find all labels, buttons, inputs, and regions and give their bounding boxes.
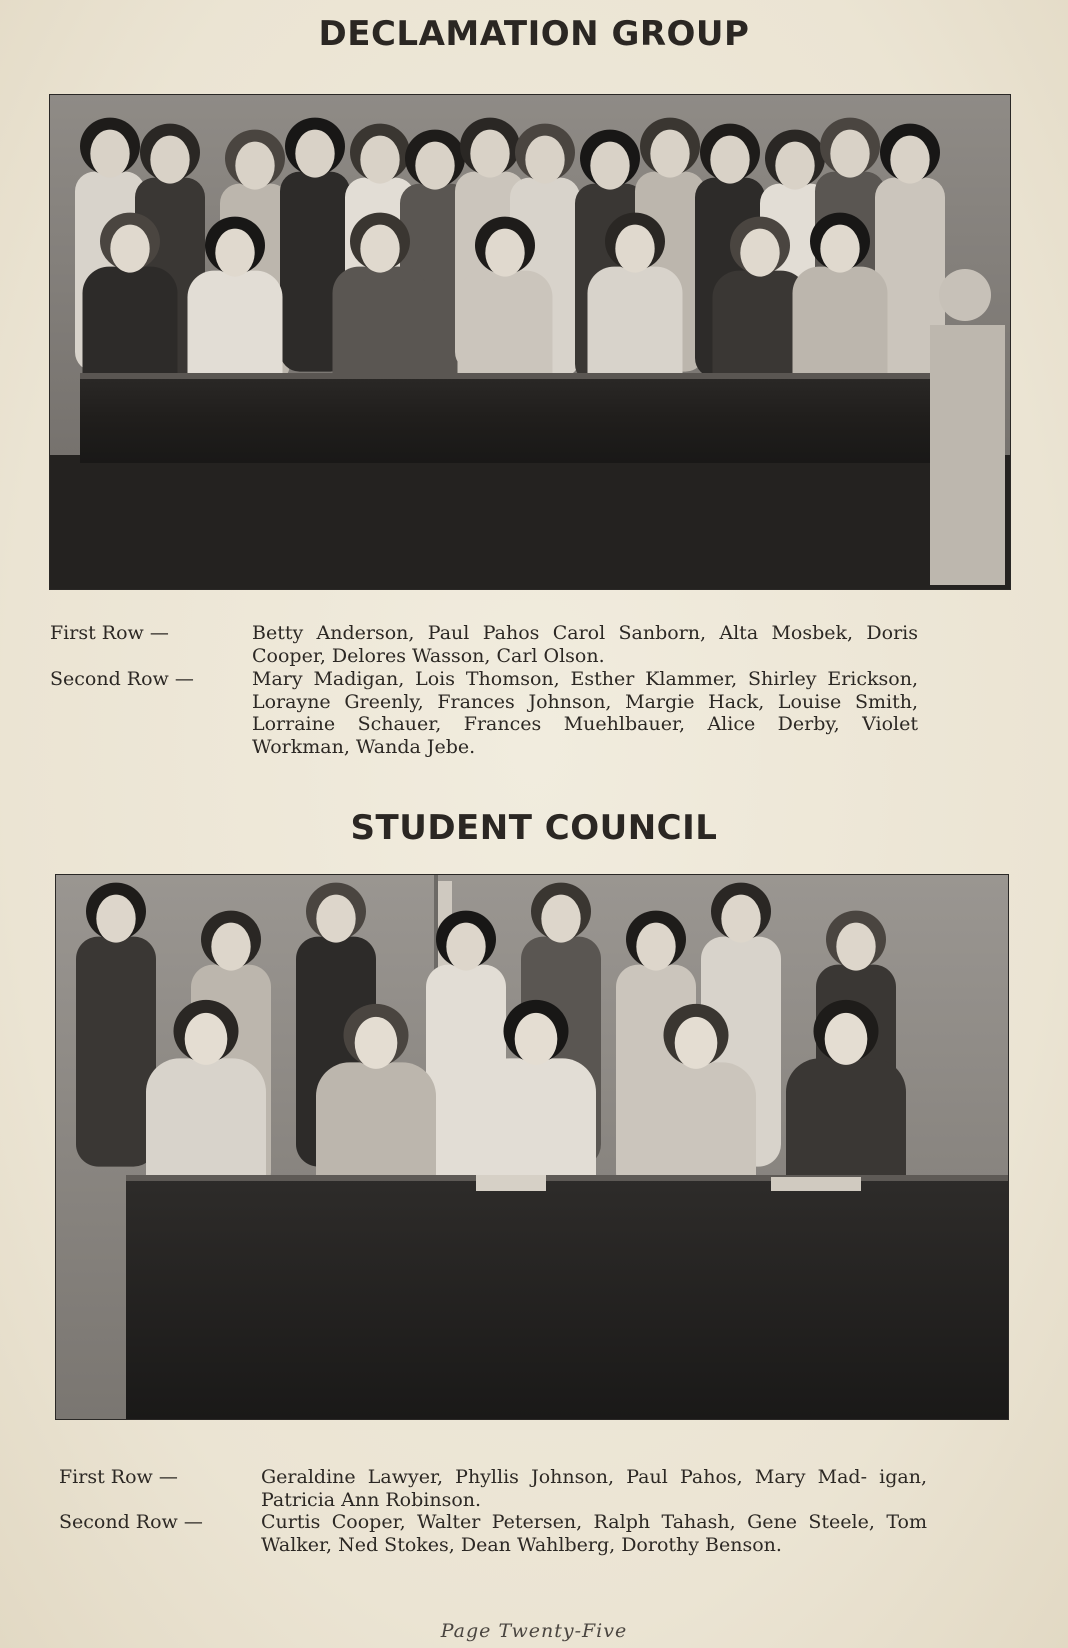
page-number: Page Twenty-Five xyxy=(440,1620,628,1642)
second-row-label: Second Row — xyxy=(59,1511,203,1533)
section-title-declamation: DECLAMATION GROUP xyxy=(318,14,750,54)
second-row-names: Mary Madigan, Lois Thomson, Esther Klammer, Shirley Erickson, Lorayne Greenly, Frances Johnson, Margie Hack, Louise Smith, Lorraine Schauer, Frances Muehlbauer, Alice Derby, Violet Workman, Wanda Jebe. xyxy=(252,668,918,758)
section-title-student-council: STUDENT COUNCIL xyxy=(350,808,718,848)
student-council-photo xyxy=(55,874,1009,1420)
first-row-label: First Row — xyxy=(50,622,169,644)
first-row-names: Betty Anderson, Paul Pahos Carol Sanborn, Alta Mosbek, Doris Cooper, Delores Wasson, Carl Olson. xyxy=(252,622,918,667)
second-row-label: Second Row — xyxy=(50,668,194,690)
declamation-group-photo xyxy=(49,94,1011,590)
second-row-names: Curtis Cooper, Walter Petersen, Ralph Tahash, Gene Steele, Tom Walker, Ned Stokes, Dean Wahlberg, Dorothy Benson. xyxy=(261,1511,927,1556)
first-row-label: First Row — xyxy=(59,1466,178,1488)
first-row-names: Geraldine Lawyer, Phyllis Johnson, Paul Pahos, Mary Mad- igan, Patricia Ann Robinson. xyxy=(261,1466,927,1511)
